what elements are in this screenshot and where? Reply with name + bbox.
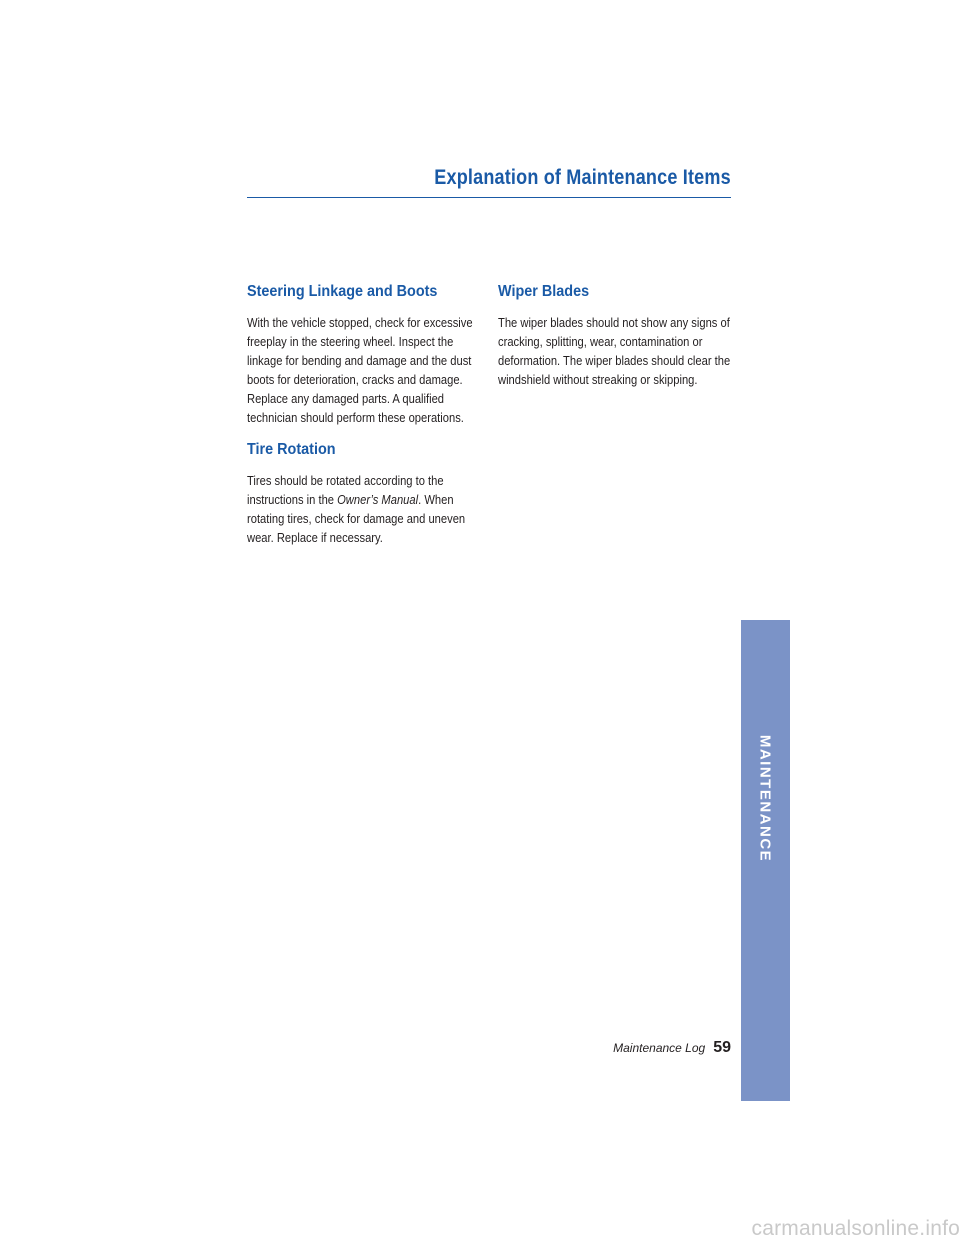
section-tab-label: MAINTENANCE [756,734,774,863]
tire-rotation-text-start: Tires should be rotated according to the instructions in the [247,473,444,507]
section-heading-wiper-blades: Wiper Blades [498,283,590,300]
right-column [498,281,734,389]
footer-label: Maintenance Log [613,1041,706,1055]
section-body-steering-linkage: With the vehicle stopped, check for excessive freeplay in the steering wheel. Inspect the linkage for bending and damage and the dust boots for deterioration, cracks and damage. Replace any damaged parts. A qualified technician should perform these operations. [247,315,473,425]
section-tab [741,620,790,1101]
section-tire-rotation [247,439,483,547]
tire-rotation-text-end: . When rotating tires, check for damage and uneven wear. Replace if necessary. [247,492,466,545]
section-body-tire-rotation [247,471,484,547]
section-wiper-blades [498,281,734,389]
section-heading-steering-linkage: Steering Linkage and Boots [247,283,438,300]
page-title: Explanation of Maintenance Items [434,166,731,189]
title-divider [247,197,731,198]
section-heading-tire-rotation: Tire Rotation [247,441,336,458]
section-body-wiper-blades: The wiper blades should not show any signs of cracking, splitting, wear, contamination or deformation. The wiper blades should clear the windshield without streaking or skipping. [498,315,731,387]
page-number: 59 [713,1039,731,1056]
watermark: carmanualsonline.info [751,1217,960,1240]
owners-manual-reference: Owner’s Manual [337,492,419,507]
left-column [247,281,483,547]
page-footer [613,1039,731,1057]
section-steering-linkage [247,281,483,427]
